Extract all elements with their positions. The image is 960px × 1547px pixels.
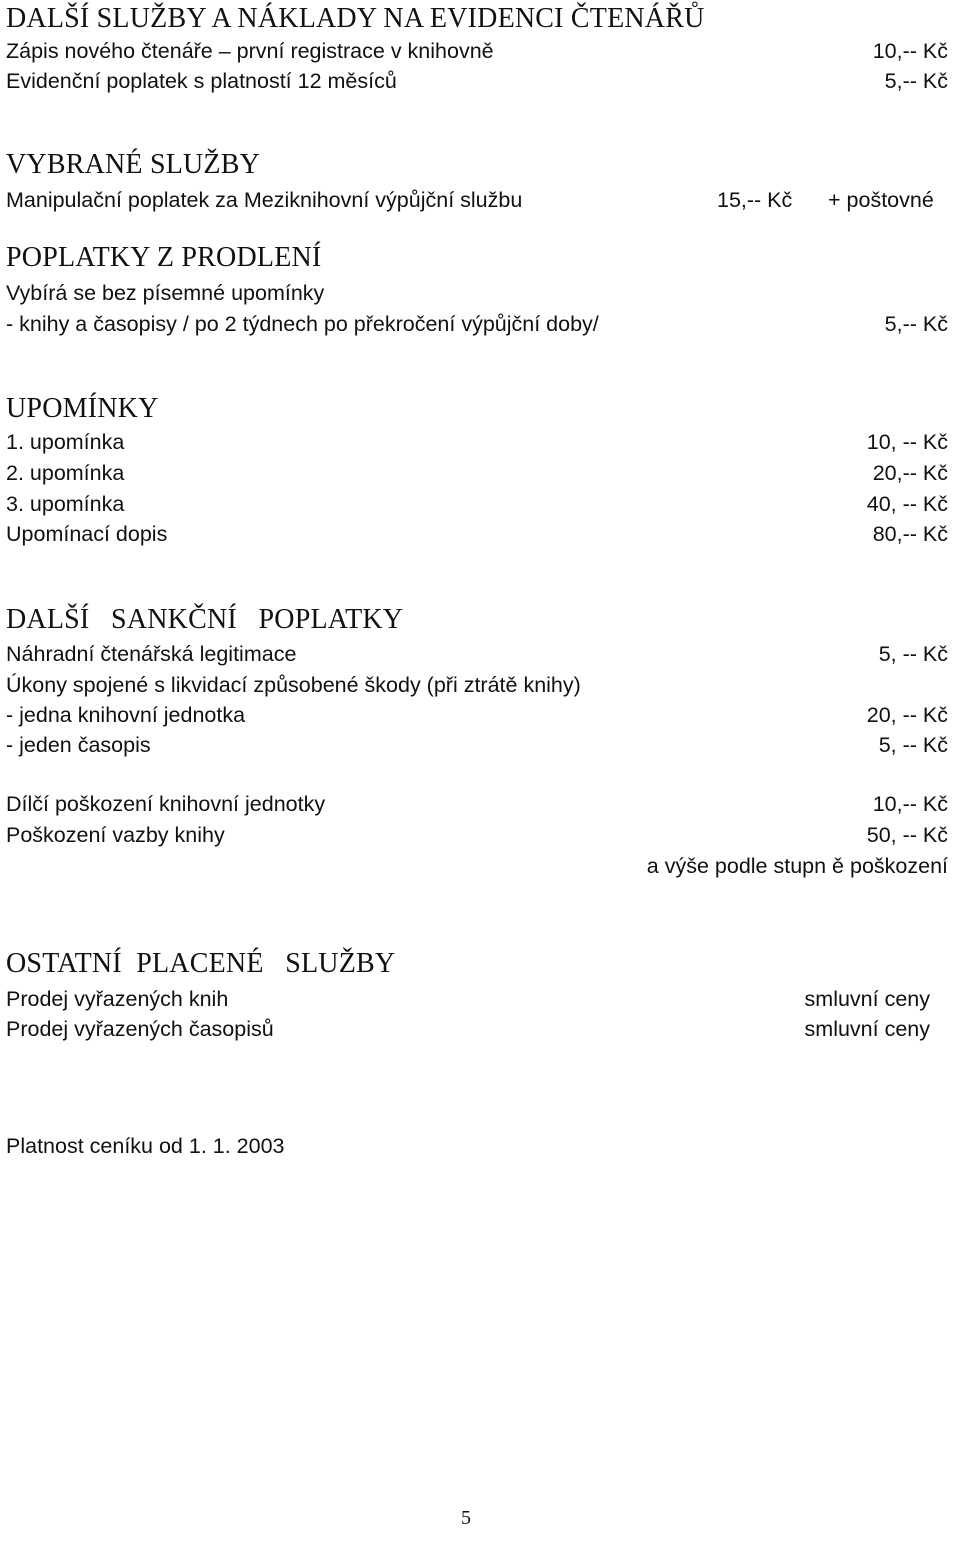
row-price-magazine: 5, -- Kč	[878, 733, 948, 757]
row-label-library-unit: - jedna knihovní jednotka	[6, 703, 246, 727]
section-title-other-services: OSTATNÍ PLACENÉ SLUŽBY	[6, 948, 396, 979]
page-number: 5	[461, 1507, 471, 1529]
row-price-reminder-2: 20,-- Kč	[872, 461, 948, 485]
section-title-evidence: DALŠÍ SLUŽBY A NÁKLADY NA EVIDENCI ČTENÁŘŮ	[6, 3, 705, 34]
row-price-partial-damage: 10,-- Kč	[872, 792, 948, 816]
row-label-sale-magazines: Prodej vyřazených časopisů	[6, 1017, 274, 1041]
section-title-selected-services: VYBRANÉ SLUŽBY	[6, 149, 261, 180]
row-price-reminder-1: 10, -- Kč	[866, 430, 948, 454]
section-title-late-fees: POPLATKY Z PRODLENÍ	[6, 242, 322, 273]
row-label-replacement-card: Náhradní čtenářská legitimace	[6, 642, 297, 666]
section-title-reminders: UPOMÍNKY	[6, 393, 159, 424]
row-price-reminder-letter: 80,-- Kč	[872, 522, 948, 546]
row-label-evidence-fee: Evidenční poplatek s platností 12 měsíců	[6, 69, 397, 93]
price-list-validity: Platnost ceníku od 1. 1. 2003	[6, 1134, 285, 1158]
row-label-partial-damage: Dílčí poškození knihovní jednotky	[6, 792, 326, 816]
row-label-reminder-1: 1. upomínka	[6, 430, 125, 454]
row-label-sale-books: Prodej vyřazených knih	[6, 987, 229, 1011]
row-label-reminder-2: 2. upomínka	[6, 461, 125, 485]
row-label-binding-damage: Poškození vazby knihy	[6, 823, 225, 847]
late-fee-description: Vybírá se bez písemné upomínky	[6, 281, 325, 305]
row-price-registration: 10,-- Kč	[872, 39, 948, 63]
row-label-reminder-3: 3. upomínka	[6, 492, 125, 516]
row-label-registration: Zápis nového čtenáře – první registrace v knihovně	[6, 39, 494, 63]
row-label-magazine: - jeden časopis	[6, 733, 151, 757]
row-price-reminder-3: 40, -- Kč	[866, 492, 948, 516]
row-price-late-books: 5,-- Kč	[884, 312, 948, 336]
row-price-sale-magazines: smluvní ceny	[804, 1017, 930, 1041]
row-price-library-unit: 20, -- Kč	[866, 703, 948, 727]
postage-note: + poštovné	[828, 188, 934, 212]
row-price-interlibrary-fee: 15,-- Kč	[717, 188, 793, 212]
row-price-replacement-card: 5, -- Kč	[878, 642, 948, 666]
damage-liquidation-description: Úkony spojené s likvidací způsobené škody (při ztrátě knihy)	[6, 673, 581, 697]
row-label-late-books: - knihy a časopisy / po 2 týdnech po překročení výpůjční doby/	[6, 312, 599, 336]
row-price-sale-books: smluvní ceny	[804, 987, 930, 1011]
row-label-reminder-letter: Upomínací dopis	[6, 522, 168, 546]
row-label-interlibrary-fee: Manipulační poplatek za Meziknihovní výpůjční službu	[6, 188, 523, 212]
row-price-binding-damage: 50, -- Kč	[866, 823, 948, 847]
damage-degree-note: a výše podle stupn ě poškození	[646, 854, 948, 878]
row-price-evidence-fee: 5,-- Kč	[884, 69, 948, 93]
section-title-sanctions: DALŠÍ SANKČNÍ POPLATKY	[6, 604, 404, 635]
